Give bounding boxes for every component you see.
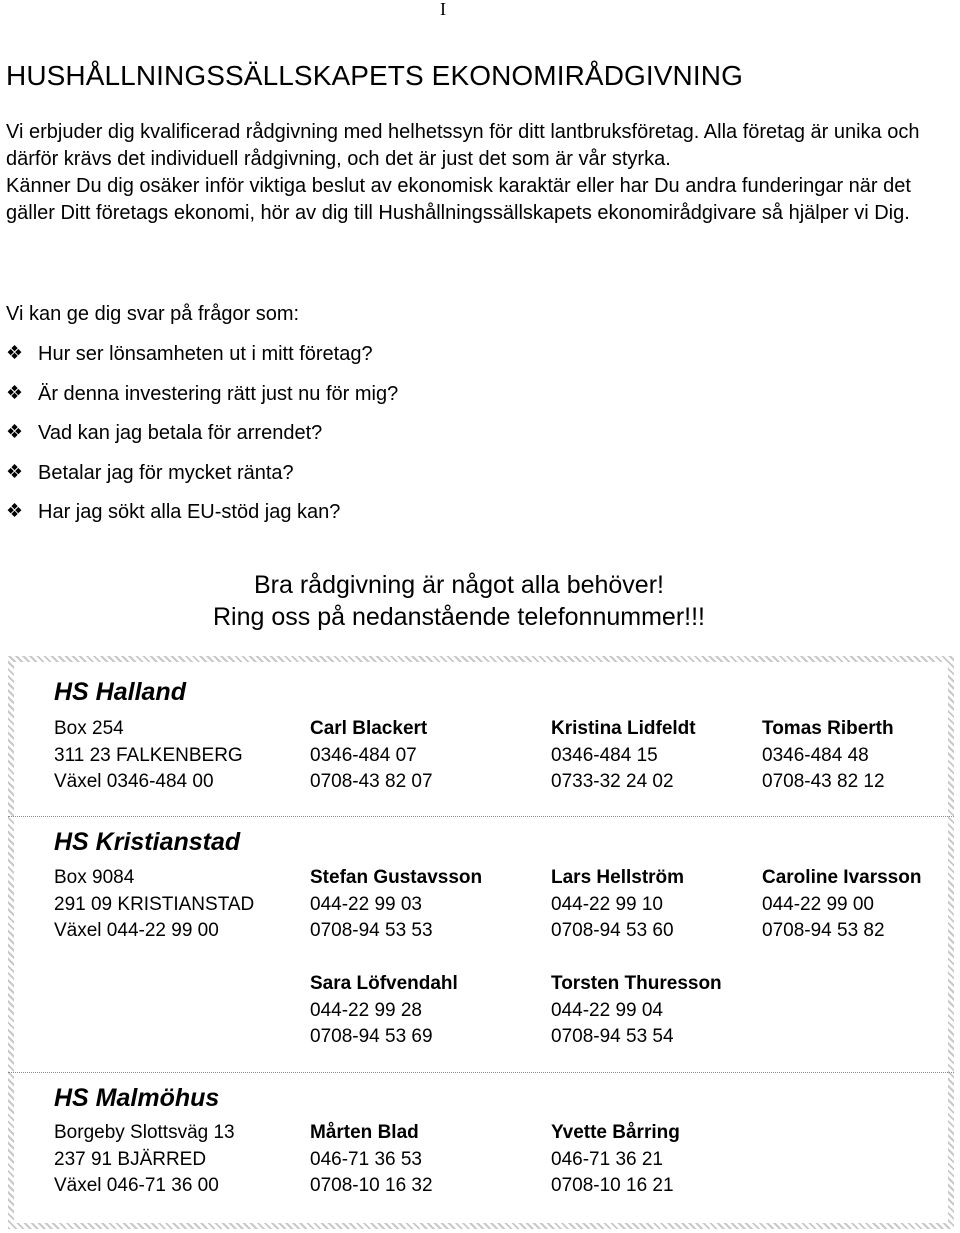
diamond-bullet-icon: ❖: [6, 382, 24, 404]
section-divider: [8, 816, 954, 817]
list-item: ❖ Har jag sökt alla EU-stöd jag kan?: [6, 498, 398, 538]
contact-card: [310, 716, 433, 796]
contact-name: Carl Blackert: [310, 718, 428, 739]
contact-mobile: 0708-43 82 07: [310, 771, 433, 792]
contact-name: Sara Löfvendahl: [310, 973, 458, 994]
contact-card: [310, 1120, 433, 1200]
contact-mobile: 0733-32 24 02: [551, 771, 674, 792]
contact-phone: 044-22 99 28: [310, 999, 422, 1021]
contact-card: [762, 716, 894, 796]
contact-name: Tomas Riberth: [762, 718, 894, 739]
contact-phone: 044-22 99 04: [551, 999, 663, 1021]
questions-heading: Vi kan ge dig svar på frågor som:: [6, 303, 300, 325]
contact-name: Yvette Bårring: [551, 1122, 680, 1143]
contact-card: [551, 716, 696, 796]
contact-phone: 044-22 99 00: [762, 893, 874, 915]
contact-mobile: 0708-94 53 54: [551, 1026, 674, 1047]
contact-phone: 0346-484 15: [551, 744, 658, 766]
contact-mobile: 0708-94 53 53: [310, 920, 433, 941]
question-list: [6, 340, 398, 538]
contact-mobile: 0708-94 53 69: [310, 1026, 433, 1047]
list-item: ❖ Betalar jag för mycket ränta?: [6, 459, 398, 499]
office-address: Box 254 311 23 FALKENBERG Växel 0346-484 00: [54, 718, 243, 792]
section-divider: [8, 1072, 954, 1073]
office-name: HS Malmöhus: [54, 1084, 220, 1112]
cta-line-2: Ring oss på nedanstående telefonnummer!!!: [213, 603, 705, 631]
list-item: ❖ Är denna investering rätt just nu för mig?: [6, 380, 398, 420]
contact-name: Lars Hellström: [551, 867, 685, 888]
diamond-bullet-icon: ❖: [6, 343, 24, 364]
contact-card: [551, 865, 684, 945]
contact-card: [762, 865, 921, 945]
contact-card: [551, 971, 722, 1051]
office-address: Box 9084 291 09 KRISTIANSTAD Växel 044-22 99 00: [54, 867, 255, 941]
diamond-bullet-icon: ❖: [6, 461, 24, 483]
contact-card: [310, 865, 482, 945]
contact-name: Torsten Thuresson: [551, 973, 722, 994]
page-title: HUSHÅLLNINGSSÄLLSKAPETS EKONOMIRÅDGIVNING: [6, 60, 743, 91]
contact-phone: 044-22 99 10: [551, 893, 663, 915]
intro-paragraph-1: Vi erbjuder dig kvalificerad rådgivning med helhetssyn för ditt lantbruksföretag. Alla företag är unika och därför krävs det individuell rådgivning, och det är just det som är vår styrka.: [6, 121, 920, 170]
office-address: Borgeby Slottsväg 13 237 91 BJÄRRED Växel 046-71 36 00: [54, 1122, 235, 1196]
contact-card: [551, 1120, 680, 1200]
contact-phone: 046-71 36 53: [310, 1148, 422, 1170]
contact-name: Mårten Blad: [310, 1122, 419, 1143]
contact-name: Kristina Lidfeldt: [551, 718, 696, 739]
contact-name: Stefan Gustavsson: [310, 867, 483, 888]
diamond-bullet-icon: ❖: [6, 501, 24, 522]
contact-box: [8, 656, 954, 1229]
contact-phone: 0346-484 48: [762, 744, 869, 766]
contact-phone: 044-22 99 03: [310, 893, 422, 915]
cta-line-1: Bra rådgivning är något alla behöver!: [254, 571, 664, 599]
office-name: HS Kristianstad: [54, 828, 241, 856]
contact-phone: 046-71 36 21: [551, 1148, 663, 1170]
contact-card: [310, 971, 458, 1051]
contact-phone: 0346-484 07: [310, 744, 417, 766]
contact-mobile: 0708-10 16 32: [310, 1175, 433, 1196]
contact-mobile: 0708-94 53 82: [762, 920, 885, 941]
intro-text: [6, 119, 951, 227]
diamond-bullet-icon: ❖: [6, 422, 24, 443]
contact-mobile: 0708-43 82 12: [762, 771, 885, 792]
intro-paragraph-2: Känner Du dig osäker inför viktiga beslut av ekonomisk karaktär eller har Du andra funderingar när det gäller Ditt företags ekonomi, hör av dig till Hushållningssällskapets ekonomirådgivare så hjälper vi Dig.: [6, 175, 911, 224]
contact-name: Caroline Ivarsson: [762, 867, 922, 888]
list-item: ❖ Vad kan jag betala för arrendet?: [6, 419, 398, 459]
call-to-action: [0, 569, 918, 633]
office-name: HS Halland: [54, 678, 186, 706]
contact-mobile: 0708-94 53 60: [551, 920, 674, 941]
page-marker: I: [440, 0, 446, 19]
list-item: ❖ Hur ser lönsamheten ut i mitt företag?: [6, 340, 398, 380]
contact-mobile: 0708-10 16 21: [551, 1175, 674, 1196]
